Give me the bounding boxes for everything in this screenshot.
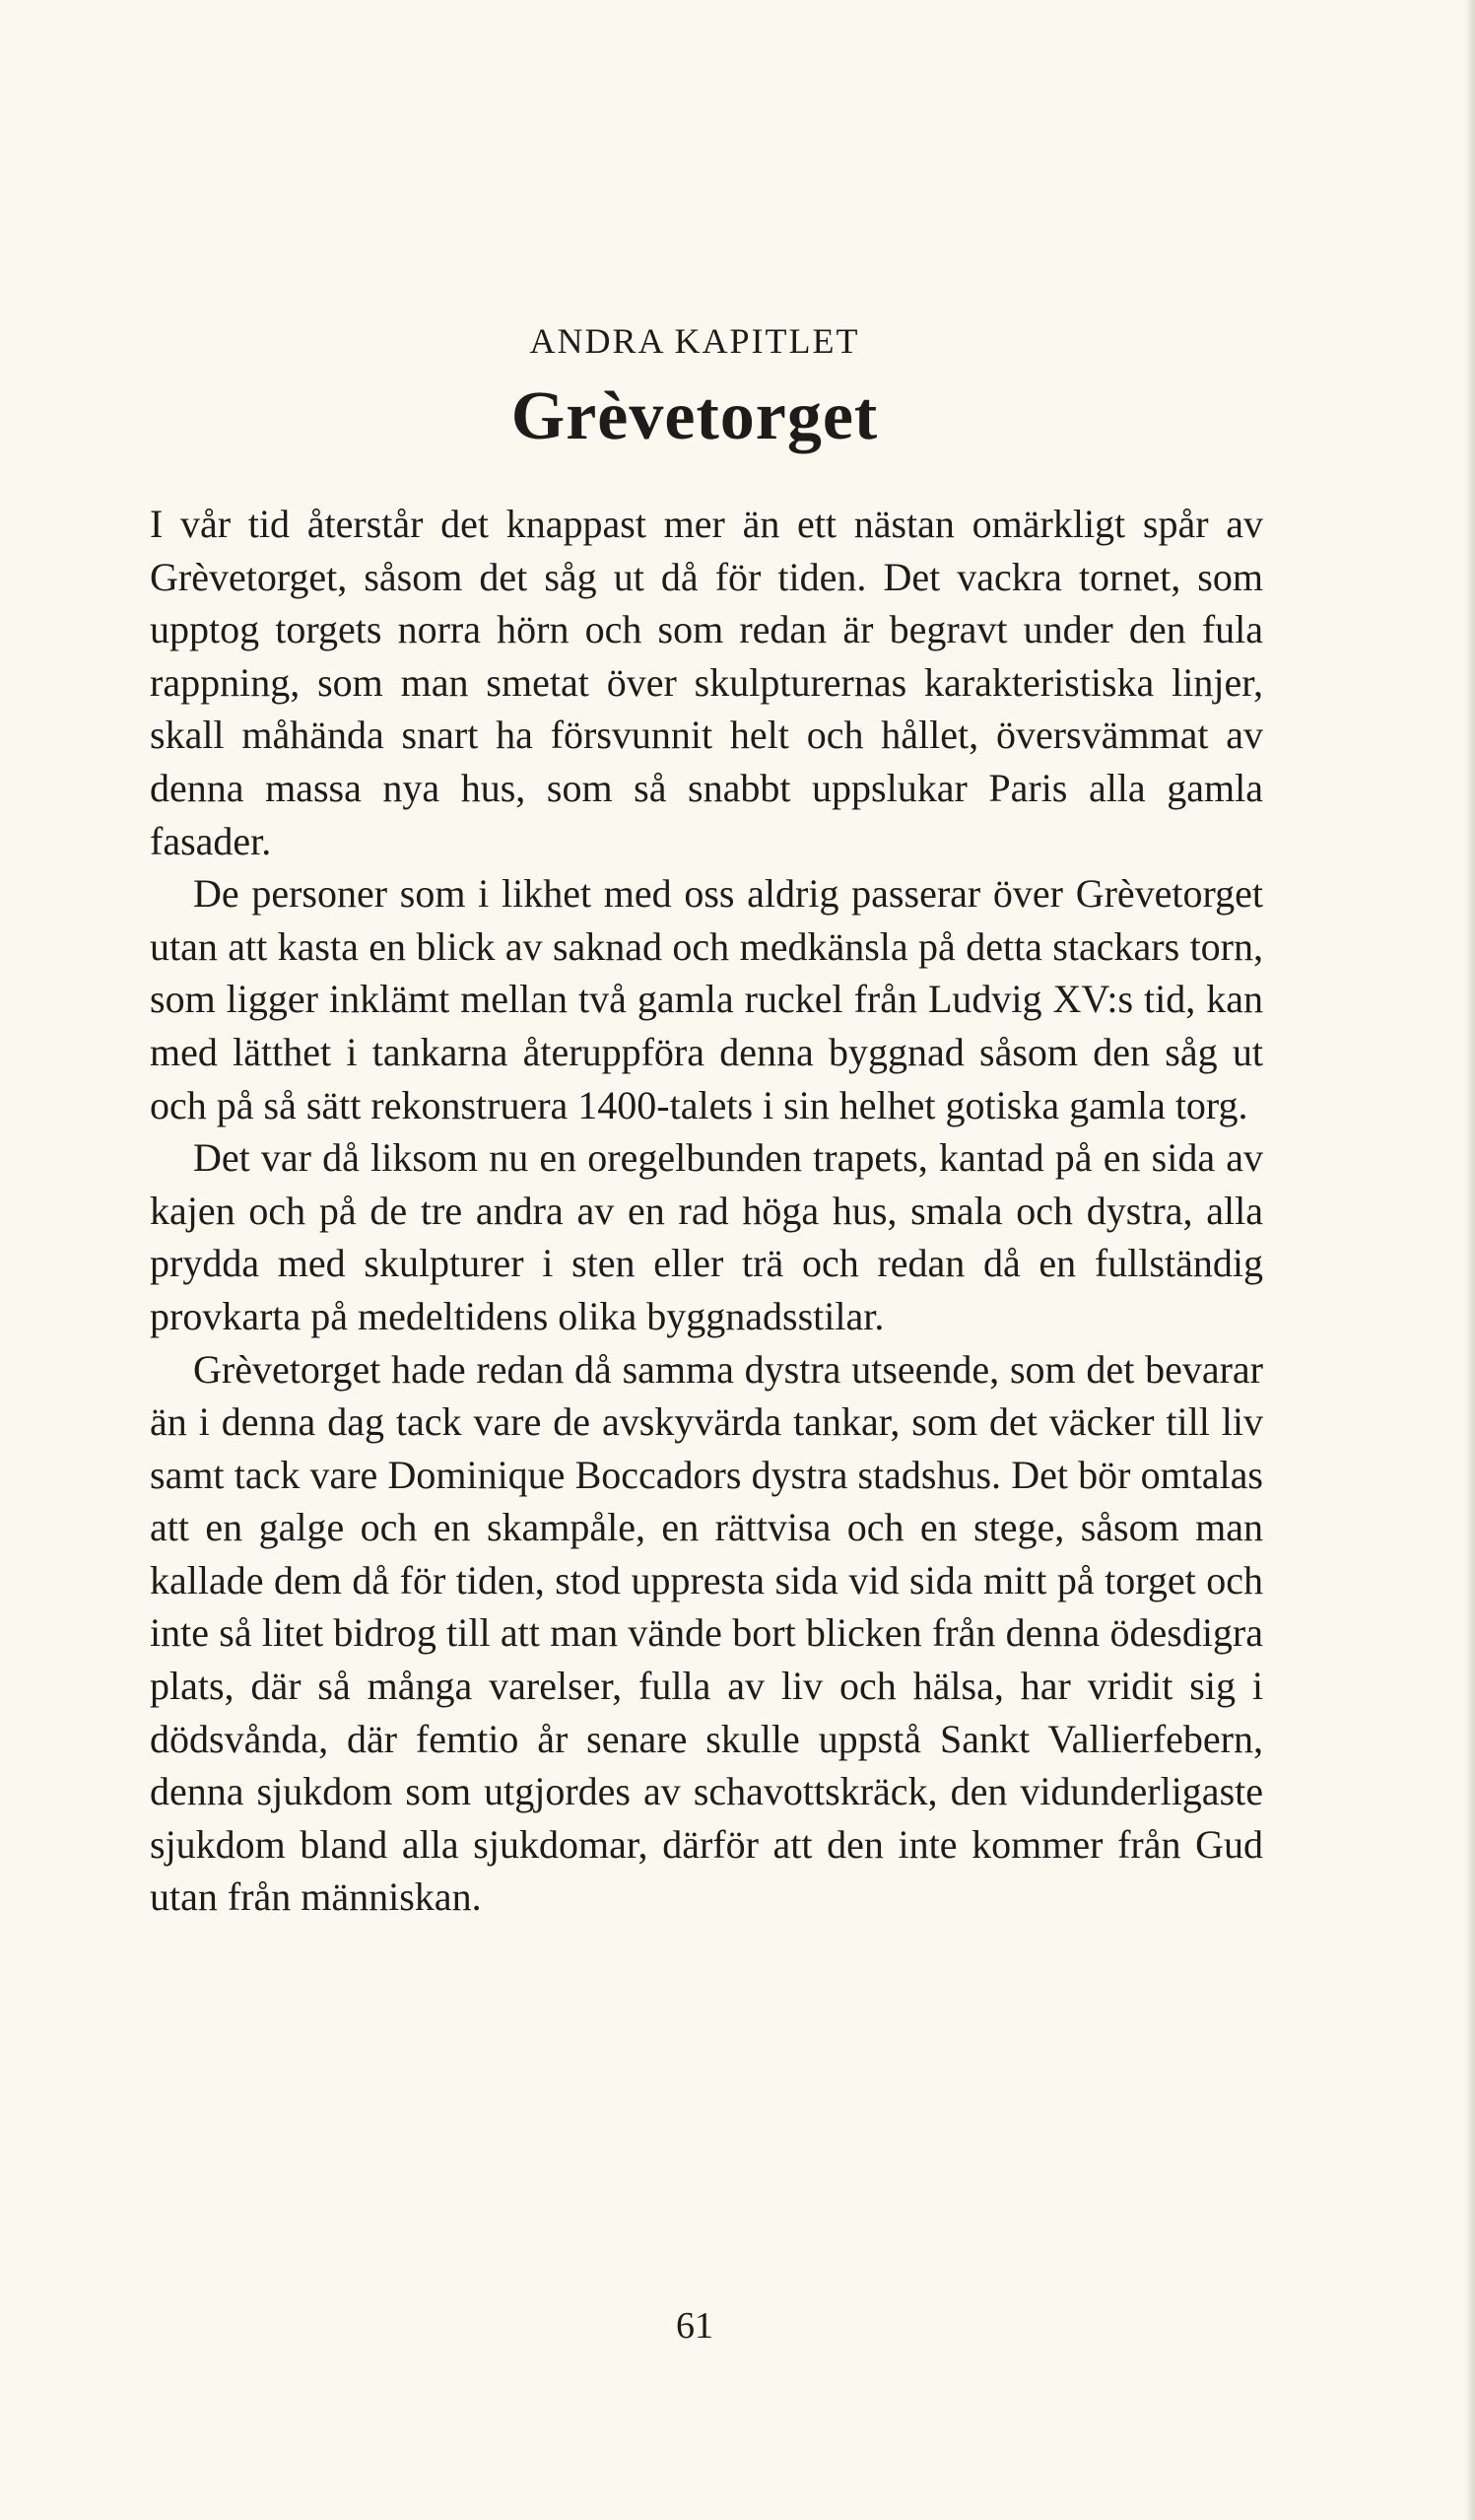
page-edge-shadow: [1465, 0, 1475, 2520]
paragraph-1: I vår tid återstår det knappast mer än ett nästan omärkligt spår av Grèvetorget, såsom det såg ut då för tiden. Det vackra tornet, som upptog torgets norra hörn och som redan är begravt under den fula rappning, som man smetat över skulpturernas karakteristiska linjer, skall måhända snart ha försvunnit helt och hållet, översvämmat av denna massa nya hus, som så snabbt uppslukar Paris alla gamla fasader.: [150, 502, 1263, 863]
paragraph-4: Grèvetorget hade redan då samma dystra utseende, som det bevarar än i denna dag tack vare de avskyvärda tankar, som det väcker till liv samt tack vare Dominique Boccadors dystra stadshus. Det bör omtalas att en galge och en skampåle, en rättvisa och en stege, såsom man kallade dem då för tiden, stod uppresta sida vid sida mitt på torget och inte så litet bidrog till att man vände bort blicken från denna ödesdigra plats, där så många varelser, fulla av liv och hälsa, har vridit sig i dödsvånda, där femtio år senare skulle uppstå Sankt Vallierfebern, denna sjukdom som utgjordes av schavottskräck, den vidunderligaste sjukdom bland alla sjukdomar, därför att den inte kommer från Gud utan från människan.: [150, 1346, 1263, 1920]
paragraph-3: Det var då liksom nu en oregelbunden trapets, kantad på en sida av kajen och på de tre andra av en rad höga hus, smala och dystra, alla prydda med skulpturer i sten eller trä och redan då en fullständig provkarta på medeltidens olika byggnadsstilar.: [150, 1135, 1263, 1338]
chapter-body: [150, 498, 1263, 1924]
paragraph-2: De personer som i likhet med oss aldrig passerar över Grèvetorget utan att kasta en blick av saknad och medkänsla på detta stackars torn, som ligger inklämt mellan två gamla ruckel från Ludvig XV:s tid, kan med lätthet i tankarna återuppföra denna byggnad såsom den såg ut och på så sätt rekonstruera 1400-talets i sin helhet gotiska gamla torg.: [150, 871, 1263, 1127]
page-number: 61: [676, 2305, 713, 2347]
chapter-label: ANDRA KAPITLET: [529, 321, 860, 361]
chapter-title: Grèvetorget: [510, 378, 879, 454]
